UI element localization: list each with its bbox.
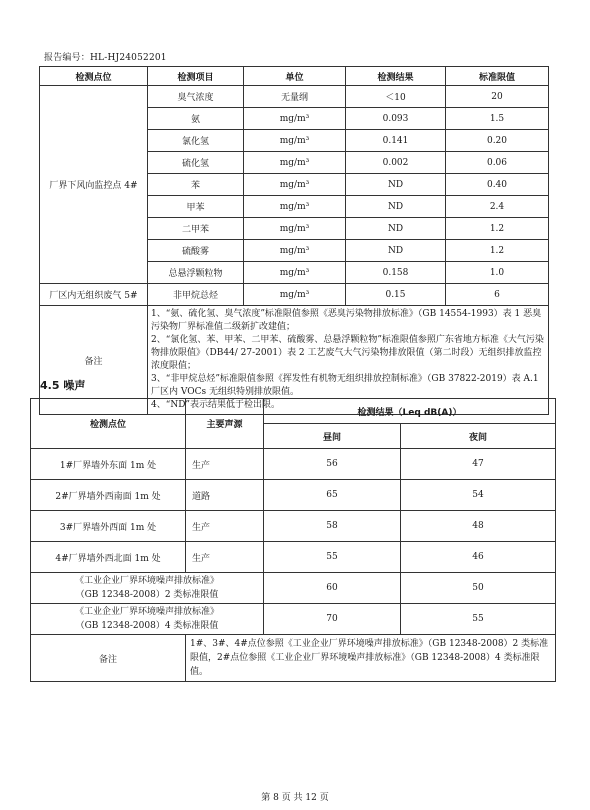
note-line: 4、“ND”表示结果低于检出限。 bbox=[151, 400, 281, 410]
standard-cell bbox=[31, 604, 264, 635]
source-cell: 生产 bbox=[186, 542, 264, 573]
col-header-source: 主要声源 bbox=[186, 399, 264, 449]
item-cell: 氨 bbox=[148, 108, 244, 130]
result-cell: ND bbox=[346, 240, 446, 262]
col-header-result: 检测结果（Leq dB(A)） bbox=[264, 399, 556, 424]
standard-row-class4 bbox=[31, 604, 556, 635]
air-monitoring-table bbox=[39, 66, 549, 415]
note-line: 1、“氨、硫化氢、臭气浓度”标准限值参照《恶臭污染物排放标准》（GB 14554-1993）表 1 恶臭污染物厂界标准值二级新扩改建值； bbox=[151, 309, 542, 332]
unit-cell: mg/m³ bbox=[244, 130, 346, 152]
item-cell: 总悬浮颗粒物 bbox=[148, 262, 244, 284]
source-cell: 道路 bbox=[186, 480, 264, 511]
noise-monitoring-table bbox=[30, 398, 556, 682]
unit-cell: mg/m³ bbox=[244, 262, 346, 284]
night-cell: 47 bbox=[401, 449, 556, 480]
item-cell: 甲苯 bbox=[148, 196, 244, 218]
day-cell: 58 bbox=[264, 511, 401, 542]
notes-label: 备注 bbox=[31, 635, 186, 682]
col-header-limit: 标准限值 bbox=[446, 67, 549, 86]
location-cell: 3#厂界墙外西面 1m 处 bbox=[31, 511, 186, 542]
item-cell: 硫酸雾 bbox=[148, 240, 244, 262]
notes-row bbox=[31, 635, 556, 682]
day-cell: 55 bbox=[264, 542, 401, 573]
location-cell: 厂界下风向监控点 4# bbox=[40, 86, 148, 284]
notes-content: 1#、3#、4#点位参照《工业企业厂界环境噪声排放标准》（GB 12348-2008）2 类标准限值，2#点位参照《工业企业厂界环境噪声排放标准》（GB 12348-2008）4 类标准限值。 bbox=[186, 635, 556, 682]
night-cell: 55 bbox=[401, 604, 556, 635]
limit-cell: 1.0 bbox=[446, 262, 549, 284]
result-cell: 0.158 bbox=[346, 262, 446, 284]
unit-cell: mg/m³ bbox=[244, 152, 346, 174]
item-cell: 苯 bbox=[148, 174, 244, 196]
limit-cell: 0.20 bbox=[446, 130, 549, 152]
standard-line: （GB 12348-2008）4 类标准限值 bbox=[75, 621, 219, 631]
standard-line: （GB 12348-2008）2 类标准限值 bbox=[75, 590, 219, 600]
day-cell: 70 bbox=[264, 604, 401, 635]
page-number: 第 8 页 共 12 页 bbox=[261, 793, 329, 803]
result-cell: ND bbox=[346, 196, 446, 218]
location-cell: 4#厂界墙外西北面 1m 处 bbox=[31, 542, 186, 573]
standard-row-class2 bbox=[31, 573, 556, 604]
col-header-location: 检测点位 bbox=[31, 399, 186, 449]
result-cell: ND bbox=[346, 174, 446, 196]
standard-cell bbox=[31, 573, 264, 604]
unit-cell: mg/m³ bbox=[244, 108, 346, 130]
location-cell: 1#厂界墙外东面 1m 处 bbox=[31, 449, 186, 480]
table-row bbox=[40, 284, 549, 306]
item-cell: 臭气浓度 bbox=[148, 86, 244, 108]
limit-cell: 20 bbox=[446, 86, 549, 108]
location-cell: 厂区内无组织废气 5# bbox=[40, 284, 148, 306]
night-cell: 48 bbox=[401, 511, 556, 542]
source-cell: 生产 bbox=[186, 511, 264, 542]
result-cell: ND bbox=[346, 218, 446, 240]
limit-cell: 1.2 bbox=[446, 240, 549, 262]
standard-line: 《工业企业厂界环境噪声排放标准》 bbox=[74, 576, 219, 586]
section-title-noise: 4.5 噪声 bbox=[40, 379, 86, 392]
result-cell: 0.141 bbox=[346, 130, 446, 152]
notes-label: 备注 bbox=[40, 306, 148, 415]
source-cell: 生产 bbox=[186, 449, 264, 480]
standard-line: 《工业企业厂界环境噪声排放标准》 bbox=[74, 607, 219, 617]
unit-cell: mg/m³ bbox=[244, 284, 346, 306]
item-cell: 二甲苯 bbox=[148, 218, 244, 240]
table-row bbox=[31, 480, 556, 511]
day-cell: 56 bbox=[264, 449, 401, 480]
result-cell: ＜10 bbox=[346, 86, 446, 108]
day-cell: 60 bbox=[264, 573, 401, 604]
item-cell: 氯化氢 bbox=[148, 130, 244, 152]
col-header-day: 昼间 bbox=[264, 424, 401, 449]
night-cell: 46 bbox=[401, 542, 556, 573]
unit-cell: 无量纲 bbox=[244, 86, 346, 108]
unit-cell: mg/m³ bbox=[244, 196, 346, 218]
limit-cell: 1.2 bbox=[446, 218, 549, 240]
limit-cell: 0.06 bbox=[446, 152, 549, 174]
limit-cell: 0.40 bbox=[446, 174, 549, 196]
limit-cell: 6 bbox=[446, 284, 549, 306]
table-row bbox=[31, 542, 556, 573]
noise-header-row bbox=[31, 399, 556, 424]
col-header-unit: 单位 bbox=[244, 67, 346, 86]
table-row bbox=[31, 449, 556, 480]
night-cell: 50 bbox=[401, 573, 556, 604]
col-header-night: 夜间 bbox=[401, 424, 556, 449]
report-number: 报告编号：HL-HJ24052201 bbox=[44, 53, 167, 63]
limit-cell: 2.4 bbox=[446, 196, 549, 218]
air-table-header-row bbox=[40, 67, 549, 86]
table-row bbox=[31, 511, 556, 542]
unit-cell: mg/m³ bbox=[244, 218, 346, 240]
col-header-location: 检测点位 bbox=[40, 67, 148, 86]
col-header-result: 检测结果 bbox=[346, 67, 446, 86]
result-cell: 0.002 bbox=[346, 152, 446, 174]
night-cell: 54 bbox=[401, 480, 556, 511]
limit-cell: 1.5 bbox=[446, 108, 549, 130]
day-cell: 65 bbox=[264, 480, 401, 511]
unit-cell: mg/m³ bbox=[244, 174, 346, 196]
result-cell: 0.15 bbox=[346, 284, 446, 306]
note-line: 3、“非甲烷总烃”标准限值参照《挥发性有机物无组织排放控制标准》（GB 37822-2019）表 A.1 厂区内 VOCs 无组织特别排放限值。 bbox=[151, 374, 539, 397]
table-row bbox=[40, 86, 549, 108]
col-header-item: 检测项目 bbox=[148, 67, 244, 86]
item-cell: 硫化氢 bbox=[148, 152, 244, 174]
item-cell: 非甲烷总烃 bbox=[148, 284, 244, 306]
note-line: 2、“氯化氢、苯、甲苯、二甲苯、硫酸雾、总悬浮颗粒物”标准限值参照广东省地方标准《大气污染物排放限值》（DB44/ 27-2001）表 2 工艺废气大气污染物排放限值（第二时段）无组织排放监控浓度限值； bbox=[151, 335, 544, 371]
result-cell: 0.093 bbox=[346, 108, 446, 130]
location-cell: 2#厂界墙外西南面 1m 处 bbox=[31, 480, 186, 511]
unit-cell: mg/m³ bbox=[244, 240, 346, 262]
